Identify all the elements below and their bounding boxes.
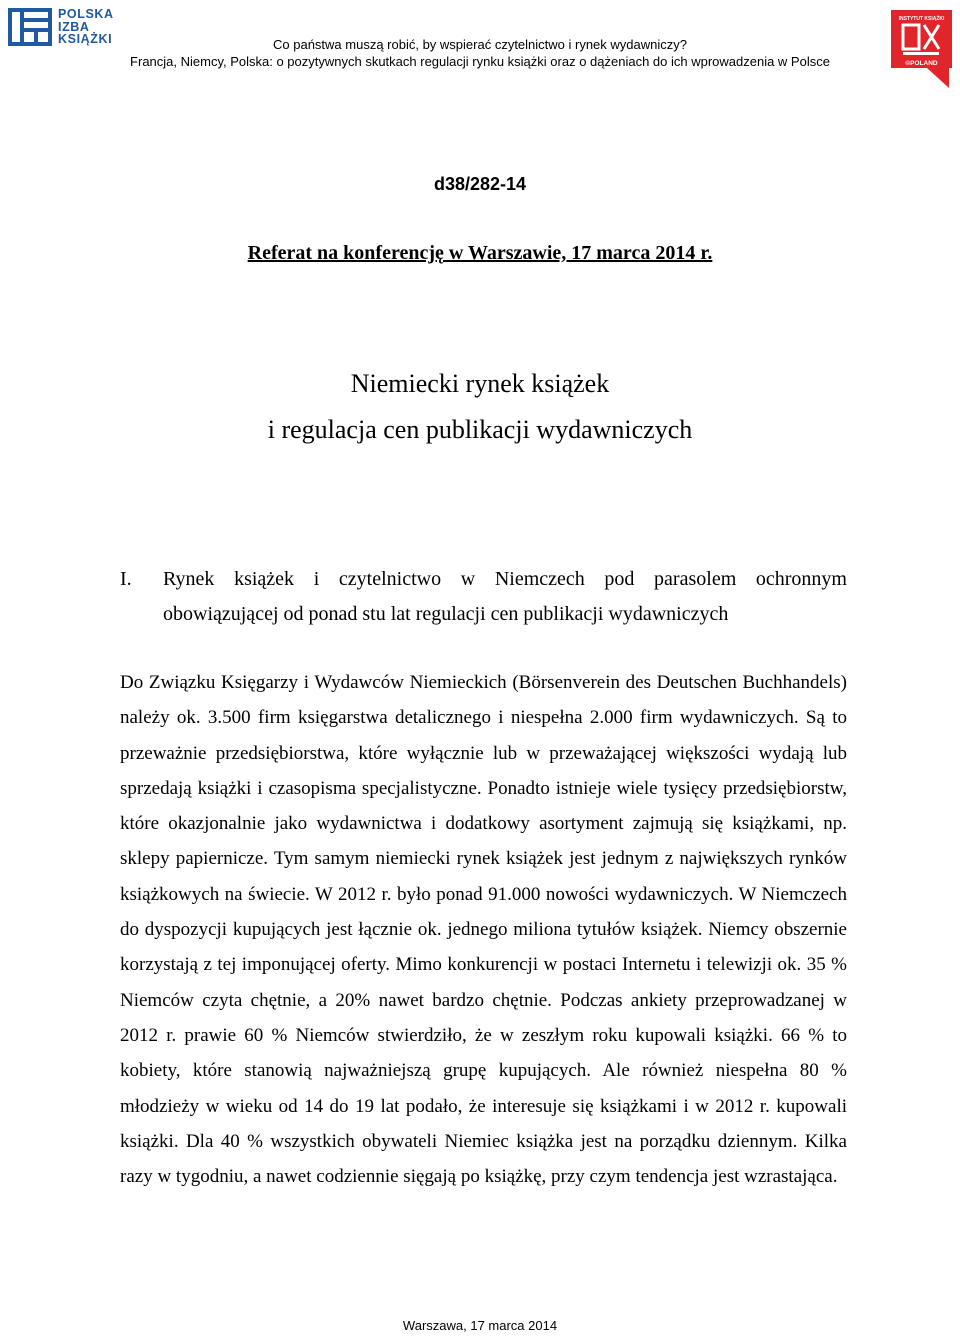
header-line-1: Co państwa muszą robić, by wspierać czytelnictwo i rynek wydawniczy? [273, 37, 687, 52]
document-title [0, 361, 960, 453]
instytut-ksiazki-logo [891, 10, 952, 92]
section-number: I. [120, 568, 132, 590]
instytut-ksiazki-label: INSTYTUT KSIĄŻKI [898, 16, 945, 22]
section-heading-text: Rynek książek i czytelnictwo w Niemczech pod parasolem ochronnym obowiązującej od ponad stu lat regulacji cen publikacji wydawniczych [163, 568, 847, 625]
page-footer: Warszawa, 17 marca 2014 [402, 1318, 558, 1333]
title-line-2: i regulacja cen publikacji wydawniczych [267, 415, 693, 444]
poland-label: ©POLAND [905, 60, 938, 67]
logo-line-3: KSIĄŻKI [58, 32, 113, 46]
document-id: d38/282-14 [433, 174, 527, 194]
logo-line-1: POLSKA [58, 7, 114, 21]
body-paragraph: Do Związku Księgarzy i Wydawców Niemieckich (Börsenverein des Deutschen Buchhandels) należy ok. 3.500 firm księgarstwa detalicznego i niespełna 2.000 firm wydawniczych. Są to przeważnie przedsiębiorstwa, które wyłącznie lub w przeważającej większości wydają lub sprzedają książki i czasopisma specjalistyczne. Ponadto istnieje wiele tysięcy przedsiębiorstw, które okazjonalnie jako wydawnictwa i dodatkowy asortyment zajmują się książkami, np. sklepy papiernicze. Tym samym niemiecki rynek książek jest jednym z największych rynków książkowych na świecie. W 2012 r. było ponad 91.000 nowości wydawniczych. W Niemczech do dyspozycji kupujących jest łącznie ok. jednego miliona tytułów książek. Niemcy obszernie korzystają z tej imponującej oferty. Mimo konkurencji w postaci Internetu i telewizji ok. 35 % Niemców czyta chętnie, a 20% nawet bardzo chętnie. Podczas ankiety przeprowadzanej w 2012 r. prawie 60 % Niemców stwierdziło, że w zeszłym roku kupowali książki. 66 % to kobiety, które stanowią najważniejszą grupę kupujących. Ale również niespełna 80 % młodzieży w wieku od 14 do 19 lat podało, że interesuje się książkami i w 2012 r. kupowali książki. Dla 40 % wszystkich obywateli Niemiec książka jest na porządku dziennym. Kilka razy w tygodniu, a nawet codziennie sięgają po książkę, przy czym tendencja jest wzrastająca. [120, 672, 847, 1188]
referat-line: Referat na konferencję w Warszawie, 17 marca 2014 r. [247, 242, 713, 264]
header-line-2: Francja, Niemcy, Polska: o pozytywnych skutkach regulacji rynku książki oraz o dążeniach do ich wprowadzenia w Polsce [130, 54, 830, 69]
section-heading [120, 562, 847, 632]
title-line-1: Niemiecki rynek książek [350, 369, 610, 398]
logo-line-2: IZBA [58, 19, 90, 34]
